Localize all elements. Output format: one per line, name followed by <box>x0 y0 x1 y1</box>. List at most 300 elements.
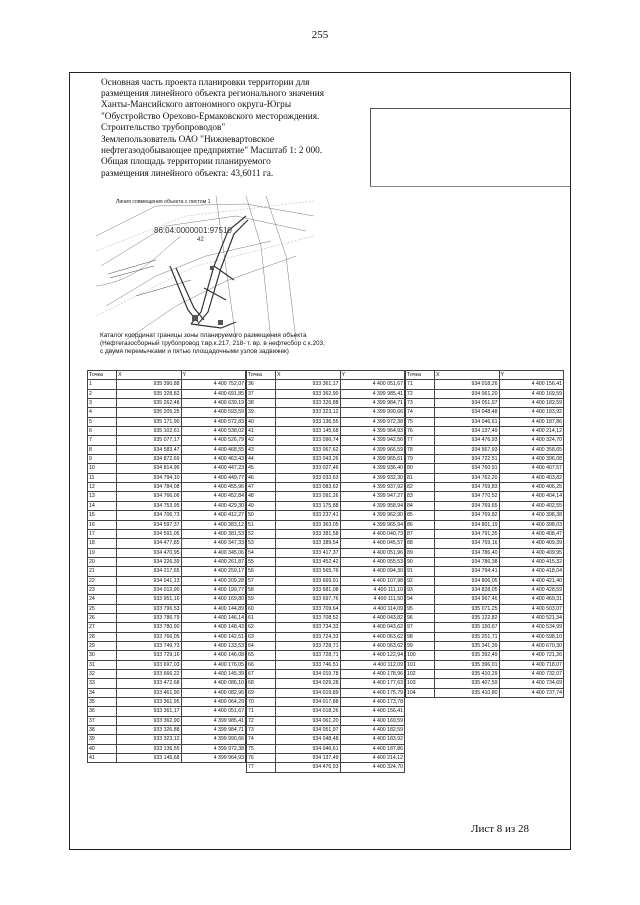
cell-point: 79 <box>406 455 435 464</box>
cell-y: 4 400 051,96 <box>340 548 405 557</box>
cell-x: 934 567,93 <box>435 445 500 454</box>
cell-x: 933 461,90 <box>117 688 182 697</box>
cell-x: 934 046,61 <box>435 417 500 426</box>
table-row <box>88 520 246 529</box>
table-row <box>406 389 564 398</box>
table-row <box>247 492 405 501</box>
cell-x: 934 806,05 <box>435 576 500 585</box>
cell-y: 4 400 086,10 <box>181 679 246 688</box>
cell-x: 933 361,17 <box>276 380 341 389</box>
cell-y: 4 399 990,66 <box>181 735 246 744</box>
cell-point: 65 <box>247 651 276 660</box>
cell-y: 4 400 114,09 <box>340 604 405 613</box>
cell-y: 4 399 985,41 <box>181 716 246 725</box>
header-y: Y <box>340 371 405 380</box>
cell-x: 933 724,33 <box>276 632 341 641</box>
cell-point: 43 <box>247 445 276 454</box>
cell-y: 4 400 449,77 <box>181 473 246 482</box>
cell-y: 4 400 347,33 <box>181 539 246 548</box>
cell-point: 42 <box>247 436 276 445</box>
cell-x: 933 749,73 <box>117 641 182 650</box>
cell-x: 933 027,46 <box>276 464 341 473</box>
cell-y: 4 400 534,99 <box>499 623 564 632</box>
cell-y: 4 400 503,07 <box>499 604 564 613</box>
cell-point: 35 <box>88 698 117 707</box>
table-row <box>247 399 405 408</box>
cell-point: 41 <box>88 754 117 763</box>
coordinates-column <box>405 370 564 698</box>
cell-point: 82 <box>406 483 435 492</box>
cell-point: 81 <box>406 473 435 482</box>
table-row <box>88 399 246 408</box>
cell-point: 25 <box>88 604 117 613</box>
table-row <box>406 399 564 408</box>
table-row <box>247 408 405 417</box>
table-row <box>88 427 246 436</box>
cell-y: 4 400 261,87 <box>181 557 246 566</box>
cell-y: 4 400 051,67 <box>181 707 246 716</box>
cell-point: 50 <box>247 511 276 520</box>
cell-y: 4 400 752,07 <box>181 380 246 389</box>
cell-x: 935 410,29 <box>435 670 500 679</box>
cell-y: 4 400 734,69 <box>499 679 564 688</box>
cell-x: 935 171,90 <box>117 417 182 426</box>
cell-point: 74 <box>406 408 435 417</box>
table-row <box>247 501 405 510</box>
cell-point: 67 <box>247 670 276 679</box>
cell-y: 4 400 345,06 <box>181 548 246 557</box>
cell-point: 69 <box>247 688 276 697</box>
cell-y: 4 400 324,70 <box>499 436 564 445</box>
table-row <box>247 464 405 473</box>
site-map-drawing <box>96 196 314 340</box>
cell-x: 935 396,01 <box>435 660 500 669</box>
cell-x: 934 762,20 <box>435 473 500 482</box>
cell-point: 96 <box>406 613 435 622</box>
cell-x: 933 746,51 <box>276 660 341 669</box>
table-row <box>247 660 405 669</box>
cell-y: 4 400 214,12 <box>499 427 564 436</box>
cell-y: 4 400 418,04 <box>499 567 564 576</box>
cell-y: 4 400 107,98 <box>340 576 405 585</box>
cell-point: 61 <box>247 613 276 622</box>
cell-point: 49 <box>247 501 276 510</box>
cell-x: 935 410,80 <box>435 688 500 697</box>
table-row <box>88 679 246 688</box>
cell-point: 53 <box>247 539 276 548</box>
cell-x: 933 666,22 <box>117 670 182 679</box>
cell-point: 74 <box>247 735 276 744</box>
cell-point: 26 <box>88 613 117 622</box>
cell-y: 4 400 112,09 <box>340 660 405 669</box>
cell-point: 86 <box>406 520 435 529</box>
cell-x: 933 681,08 <box>276 585 341 594</box>
title-line: нефтегазодобывающее предприятие" Масштаб 1: 2 000. <box>101 146 323 157</box>
cell-x: 934 048,48 <box>276 735 341 744</box>
cell-y: 4 400 409,39 <box>499 539 564 548</box>
cell-y: 4 399 966,59 <box>340 445 405 454</box>
table-row <box>247 557 405 566</box>
cell-x: 933 669,91 <box>276 576 341 585</box>
cell-x: 934 814,96 <box>117 464 182 473</box>
table-row <box>88 417 246 426</box>
cell-x: 933 362,90 <box>117 716 182 725</box>
table-row <box>88 539 246 548</box>
cell-y: 4 400 146,14 <box>181 613 246 622</box>
cell-point: 4 <box>88 408 117 417</box>
cell-point: 54 <box>247 548 276 557</box>
cell-x: 933 033,63 <box>276 473 341 482</box>
cell-x: 935 102,61 <box>117 427 182 436</box>
cell-point: 3 <box>88 399 117 408</box>
cell-x: 935 407,59 <box>435 679 500 688</box>
cell-x: 933 697,76 <box>276 595 341 604</box>
cell-point: 22 <box>88 576 117 585</box>
cell-point: 23 <box>88 585 117 594</box>
cell-y: 4 400 639,19 <box>181 399 246 408</box>
table-row <box>247 595 405 604</box>
cell-point: 32 <box>88 670 117 679</box>
cell-point: 6 <box>88 427 117 436</box>
cell-x: 933 565,76 <box>276 567 341 576</box>
cell-x: 934 791,35 <box>435 529 500 538</box>
cell-y: 4 400 452,84 <box>181 492 246 501</box>
table-row <box>247 688 405 697</box>
table-row <box>88 716 246 725</box>
cell-y: 4 400 063,62 <box>340 641 405 650</box>
cell-x: 934 769,65 <box>435 501 500 510</box>
title-line: размещения линейного объекта регионального значения <box>101 89 325 100</box>
cell-y: 4 400 169,80 <box>181 595 246 604</box>
cell-x: 934 760,91 <box>435 464 500 473</box>
cell-x: 933 237,41 <box>276 511 341 520</box>
cell-point: 71 <box>406 380 435 389</box>
cell-point: 5 <box>88 417 117 426</box>
table-row <box>406 632 564 641</box>
cell-x: 934 476,93 <box>435 436 500 445</box>
cell-y: 4 400 429,30 <box>181 501 246 510</box>
cell-y: 4 400 122,94 <box>340 651 405 660</box>
cell-x: 933 709,64 <box>276 604 341 613</box>
cell-y: 4 400 169,59 <box>340 716 405 725</box>
cell-y: 4 400 144,89 <box>181 604 246 613</box>
cell-point: 37 <box>247 389 276 398</box>
cell-point: 28 <box>88 632 117 641</box>
cell-point: 52 <box>247 529 276 538</box>
table-row <box>406 445 564 454</box>
cell-x: 933 145,68 <box>117 754 182 763</box>
cell-x: 933 361,17 <box>117 707 182 716</box>
table-row <box>406 595 564 604</box>
cell-x: 934 019,89 <box>276 688 341 697</box>
table-row <box>406 623 564 632</box>
cell-point: 21 <box>88 567 117 576</box>
cell-x: 934 470,95 <box>117 548 182 557</box>
table-row <box>88 651 246 660</box>
cell-y: 4 400 051,67 <box>340 380 405 389</box>
cell-point: 103 <box>406 679 435 688</box>
cell-point: 98 <box>406 632 435 641</box>
cell-y: 4 399 947,27 <box>340 492 405 501</box>
cell-point: 13 <box>88 492 117 501</box>
cell-y: 4 400 593,59 <box>181 408 246 417</box>
cell-x: 934 061,20 <box>435 389 500 398</box>
cell-point: 15 <box>88 511 117 520</box>
cell-y: 4 400 324,70 <box>340 763 405 772</box>
cell-point: 73 <box>406 399 435 408</box>
cell-y: 4 400 732,07 <box>499 670 564 679</box>
cell-x: 933 786,79 <box>117 613 182 622</box>
table-row <box>247 455 405 464</box>
table-row <box>247 763 405 772</box>
table-row <box>406 670 564 679</box>
cell-x: 934 476,93 <box>276 763 341 772</box>
cell-x: 934 872,69 <box>117 455 182 464</box>
cell-x: 933 043,26 <box>276 455 341 464</box>
table-row <box>88 511 246 520</box>
cell-point: 71 <box>247 707 276 716</box>
catalog-title <box>100 332 400 357</box>
table-row <box>88 632 246 641</box>
header-x: X <box>117 371 182 380</box>
cell-x: 934 018,26 <box>276 707 341 716</box>
cell-y: 4 400 455,96 <box>181 483 246 492</box>
cell-point: 102 <box>406 670 435 679</box>
cell-x: 933 389,54 <box>276 539 341 548</box>
cell-y: 4 400 408,47 <box>499 529 564 538</box>
table-row <box>247 716 405 725</box>
cell-x: 933 067,62 <box>276 445 341 454</box>
cell-point: 45 <box>247 464 276 473</box>
cell-point: 37 <box>88 716 117 725</box>
cell-y: 4 400 468,55 <box>181 445 246 454</box>
cell-y: 4 400 407,57 <box>499 464 564 473</box>
table-row <box>88 670 246 679</box>
cell-point: 12 <box>88 483 117 492</box>
cell-x: 933 708,52 <box>276 613 341 622</box>
cell-y: 4 400 670,30 <box>499 641 564 650</box>
table-row <box>406 660 564 669</box>
cell-point: 41 <box>247 427 276 436</box>
cell-x: 933 175,88 <box>276 501 341 510</box>
cell-point: 39 <box>247 408 276 417</box>
cell-x: 934 794,41 <box>435 567 500 576</box>
table-row <box>406 473 564 482</box>
cell-point: 94 <box>406 595 435 604</box>
map-cadastral-label: 86:04:0000001:97510 <box>154 226 232 235</box>
cell-x: 934 583,47 <box>117 445 182 454</box>
cell-point: 85 <box>406 511 435 520</box>
table-row <box>247 707 405 716</box>
header-y: Y <box>499 371 564 380</box>
cell-point: 33 <box>88 679 117 688</box>
cell-y: 4 399 984,71 <box>340 399 405 408</box>
table-row <box>88 641 246 650</box>
table-row <box>88 698 246 707</box>
table-row <box>88 408 246 417</box>
table-row <box>247 744 405 753</box>
cell-x: 933 728,71 <box>276 651 341 660</box>
table-row <box>88 436 246 445</box>
title-line: Землепользователь ОАО "Нижневартовское <box>101 135 275 146</box>
cell-y: 4 399 985,41 <box>340 389 405 398</box>
cell-x: 933 417,37 <box>276 548 341 557</box>
cell-x: 935 205,25 <box>117 408 182 417</box>
cell-point: 101 <box>406 660 435 669</box>
cell-point: 75 <box>406 417 435 426</box>
table-row <box>247 735 405 744</box>
table-row <box>88 473 246 482</box>
coordinates-table <box>405 370 564 698</box>
cell-y: 4 400 094,30 <box>340 567 405 576</box>
coordinates-table <box>87 370 246 763</box>
cell-y: 4 400 082,96 <box>181 688 246 697</box>
cell-point: 77 <box>406 436 435 445</box>
table-row <box>88 604 246 613</box>
cell-x: 933 472,68 <box>117 679 182 688</box>
cell-x: 934 722,51 <box>435 455 500 464</box>
cell-y: 4 400 415,32 <box>499 557 564 566</box>
table-row <box>247 726 405 735</box>
cell-y: 4 400 209,28 <box>181 576 246 585</box>
cell-y: 4 400 142,51 <box>181 632 246 641</box>
cell-y: 4 400 691,85 <box>181 389 246 398</box>
cell-point: 55 <box>247 557 276 566</box>
cell-x: 933 136,55 <box>117 744 182 753</box>
cell-y: 4 400 145,39 <box>181 670 246 679</box>
coordinates-column <box>246 370 405 773</box>
cell-y: 4 399 962,90 <box>340 511 405 520</box>
cell-point: 39 <box>88 735 117 744</box>
cell-y: 4 400 398,38 <box>499 511 564 520</box>
cell-point: 68 <box>247 679 276 688</box>
table-row <box>406 651 564 660</box>
table-row <box>406 511 564 520</box>
cell-y: 4 400 169,59 <box>499 389 564 398</box>
cell-y: 4 400 572,83 <box>181 417 246 426</box>
cell-y: 4 400 259,17 <box>181 567 246 576</box>
cell-point: 46 <box>247 473 276 482</box>
cell-point: 84 <box>406 501 435 510</box>
cell-point: 30 <box>88 651 117 660</box>
cell-point: 11 <box>88 473 117 482</box>
catalog-title-line: Каталог координат границы зоны планируемого размещения объекта <box>100 332 307 339</box>
table-row <box>247 529 405 538</box>
cell-x: 934 046,61 <box>276 744 341 753</box>
cell-point: 31 <box>88 660 117 669</box>
cell-x: 934 753,95 <box>117 501 182 510</box>
cell-y: 4 400 045,57 <box>340 539 405 548</box>
sheet-label: Лист 8 из 28 <box>471 823 530 835</box>
cell-point: 19 <box>88 548 117 557</box>
cell-y: 4 400 111,10 <box>340 585 405 594</box>
table-row <box>406 520 564 529</box>
cell-point: 17 <box>88 529 117 538</box>
title-block <box>101 78 371 180</box>
cell-x: 934 017,88 <box>276 698 341 707</box>
table-row <box>247 651 405 660</box>
cell-x: 933 326,88 <box>276 399 341 408</box>
table-row <box>406 548 564 557</box>
header-point: Точка <box>88 371 117 380</box>
table-row <box>247 754 405 763</box>
cell-y: 4 400 156,41 <box>340 707 405 716</box>
cell-x: 933 381,58 <box>276 529 341 538</box>
cell-y: 4 400 428,59 <box>499 585 564 594</box>
cell-x: 934 226,39 <box>117 557 182 566</box>
cell-point: 72 <box>247 716 276 725</box>
table-row <box>88 585 246 594</box>
cell-x: 934 794,10 <box>117 473 182 482</box>
cell-y: 4 400 175,79 <box>340 688 405 697</box>
cell-x: 935 341,39 <box>435 641 500 650</box>
table-row <box>88 726 246 735</box>
page-number: 255 <box>311 29 329 41</box>
cell-point: 97 <box>406 623 435 632</box>
cell-point: 2 <box>88 389 117 398</box>
cell-y: 4 400 469,31 <box>499 595 564 604</box>
cell-y: 4 400 040,73 <box>340 529 405 538</box>
table-row <box>406 576 564 585</box>
header-point: Точка <box>406 371 435 380</box>
cell-y: 4 400 111,50 <box>340 595 405 604</box>
cell-x: 935 071,25 <box>435 604 500 613</box>
cell-y: 4 400 526,79 <box>181 436 246 445</box>
cell-point: 38 <box>247 399 276 408</box>
cell-x: 935 077,17 <box>117 436 182 445</box>
table-row <box>247 539 405 548</box>
cell-point: 51 <box>247 520 276 529</box>
cell-y: 4 399 964,93 <box>181 754 246 763</box>
cell-x: 934 769,83 <box>435 483 500 492</box>
cell-y: 4 400 182,59 <box>499 399 564 408</box>
table-row <box>247 567 405 576</box>
table-row <box>88 595 246 604</box>
table-row <box>88 464 246 473</box>
table-row <box>88 623 246 632</box>
cell-y: 4 400 173,78 <box>340 698 405 707</box>
cell-point: 9 <box>88 455 117 464</box>
table-row <box>247 445 405 454</box>
table-row <box>88 744 246 753</box>
cell-point: 47 <box>247 483 276 492</box>
cell-y: 4 400 063,62 <box>340 632 405 641</box>
table-row <box>406 492 564 501</box>
cell-point: 40 <box>88 744 117 753</box>
cell-y: 4 400 183,92 <box>499 408 564 417</box>
cell-x: 934 061,20 <box>276 716 341 725</box>
table-row <box>88 557 246 566</box>
title-line: размещения линейного объекта: 43,6011 га. <box>101 168 274 179</box>
cell-point: 36 <box>247 380 276 389</box>
cell-point: 38 <box>88 726 117 735</box>
cell-point: 27 <box>88 623 117 632</box>
table-row <box>247 632 405 641</box>
cell-y: 4 399 965,61 <box>340 455 405 464</box>
cell-y: 4 400 538,02 <box>181 427 246 436</box>
cell-x: 934 051,97 <box>435 399 500 408</box>
table-row <box>247 604 405 613</box>
cell-y: 4 399 937,92 <box>340 483 405 492</box>
title-line: "Обустройство Орехово-Ермаковского месторождения. <box>101 111 320 122</box>
table-row <box>406 408 564 417</box>
cell-point: 34 <box>88 688 117 697</box>
cell-y: 4 400 409,95 <box>499 548 564 557</box>
cell-point: 88 <box>406 539 435 548</box>
cell-x: 934 048,48 <box>435 408 500 417</box>
cell-y: 4 400 043,82 <box>340 613 405 622</box>
cell-y: 4 399 972,38 <box>340 417 405 426</box>
